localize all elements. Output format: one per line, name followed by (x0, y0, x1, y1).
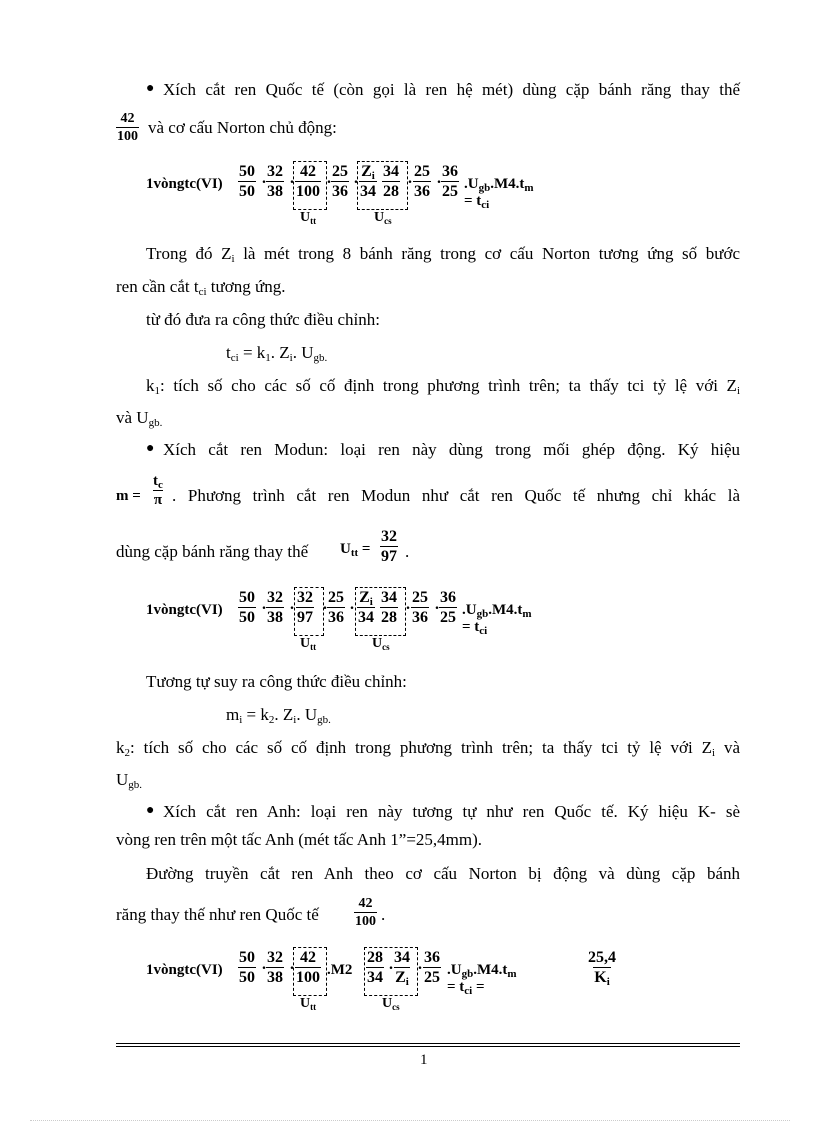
eq3-frac-36-25: 36 25 (424, 949, 440, 986)
m-symbol: m = (116, 488, 141, 504)
para9-line1: Đường truyền cắt ren Anh theo cơ cấu Norton bị động và dùng cặp bánh (146, 864, 740, 883)
para1-fraction (116, 110, 139, 145)
para6: Tương tự suy ra công thức điều chỉnh: (146, 672, 407, 691)
eq1-label-ucs: $U_{cs}$ (374, 210, 392, 226)
dot: . (262, 170, 266, 187)
para7-line2: $U_{gb.}$ (116, 770, 143, 791)
eq1-frac-zi-34: $Z_i$ 34 (360, 163, 376, 200)
para5-line2: . Phương trình cắt ren Modun như cắt ren Quốc tế nhưng chỉ khác là (172, 486, 740, 505)
eq1-frac-25-36-b: 25 36 (414, 163, 430, 200)
dot: . (290, 596, 294, 613)
eq1-frac-25-36: 25 36 (332, 163, 348, 200)
para2-line2: ren cần cắt $t_{ci}$ tương ứng. (116, 277, 286, 298)
para5-line1: Xích cắt ren Modun: loại ren này dùng trong mối ghép động. Ký hiệu (163, 440, 740, 459)
eq2-frac-25-36: 25 36 (328, 589, 344, 626)
eq3-frac-32-38: 32 38 (267, 949, 283, 986)
para3: từ đó đưa ra công thức điều chỉnh: (146, 310, 380, 329)
eq3-result-fraction: 25,4 $K_i$ (588, 949, 616, 988)
bullet-icon: ● (146, 803, 155, 818)
eq3-frac-42-100: 42 100 (296, 949, 320, 986)
eq1-frac-34-28: 34 28 (383, 163, 399, 200)
bullet-icon: ● (146, 81, 155, 96)
eq2-frac-zi-34: $Z_i$ 34 (358, 589, 374, 626)
eq2-frac-36-25: 36 25 (440, 589, 456, 626)
eq2-frac-32-38: 32 38 (267, 589, 283, 626)
eq1-tail: $.U_{gb}.M4.t_m = t_{ci}$ (464, 176, 534, 211)
footer-rule (116, 1046, 740, 1047)
eq2-lead: 1vòngtc(VI) (146, 602, 223, 618)
fraction-denominator: 100 (117, 129, 138, 144)
para9-fraction: 42 100 (355, 896, 376, 929)
eq1-frac-50-50: 50 50 (239, 163, 255, 200)
para9-end: . (381, 905, 386, 924)
dot: . (290, 170, 294, 187)
eq2-frac-34-28: 34 28 (381, 589, 397, 626)
eq3-lead: 1vòngtc(VI) (146, 962, 223, 978)
para8-line2: vòng ren trên một tấc Anh (mét tấc Anh 1”=25,4mm). (116, 830, 483, 849)
para9-line2: răng thay thế như ren Quốc tế (116, 905, 319, 924)
para8-line1: Xích cắt ren Anh: loại ren này tương tự như ren Quốc tế. Ký hiệu K- sè (163, 802, 740, 821)
eq3-frac-50-50: 50 50 (239, 949, 255, 986)
eq2-label-ucs: $U_{cs}$ (372, 636, 390, 652)
dot: . (389, 956, 393, 973)
para2-line1: Trong đó $Z_i$ là mét trong 8 bánh răng trong cơ cấu Norton tương ứng số bước (146, 244, 740, 265)
para5-line3: dùng cặp bánh răng thay thế (116, 542, 309, 561)
eq2-frac-25-36-b: 25 36 (412, 589, 428, 626)
dot: . (323, 596, 327, 613)
eq1-label-utt: $U_{tt}$ (300, 210, 317, 226)
para7-line1: $k_2$: tích số cho các số cố định trong phương trình trên; ta thấy tci tỷ lệ với $Z_i$ và (116, 738, 740, 759)
page-number: 1 (420, 1052, 428, 1068)
dot: . (435, 596, 439, 613)
eq3-m2: .M2 (327, 962, 353, 978)
eq2-tail: $.U_{gb}.M4.t_m = t_{ci}$ (462, 602, 532, 637)
eq3-label-utt: $U_{tt}$ (300, 996, 317, 1012)
bullet-icon: ● (146, 441, 155, 456)
page-bottom-border (30, 1120, 790, 1121)
para4-line1: $k_1$: tích số cho các số cố định trong phương trình trên; ta thấy tci tỷ lệ với $Z_i$ (146, 376, 740, 397)
para1-line2: và cơ cấu Norton chủ động: (148, 118, 337, 137)
eq1-frac-42-100: 42 100 (296, 163, 320, 200)
eq1-frac-32-38: 32 38 (267, 163, 283, 200)
eq2-frac-50-50: 50 50 (239, 589, 255, 626)
para5-end: . (405, 542, 410, 561)
dot: . (437, 170, 441, 187)
dot: . (290, 956, 294, 973)
m-fraction: $t_c$ π (153, 473, 163, 508)
dot: . (327, 170, 331, 187)
dot: . (418, 956, 422, 973)
eq3-frac-34-zi: 34 $Z_i$ (394, 949, 410, 988)
dot: . (408, 170, 412, 187)
dot: . (350, 596, 354, 613)
dot: . (406, 596, 410, 613)
eq3-frac-28-34: 28 34 (367, 949, 383, 986)
dot: . (262, 956, 266, 973)
eq1-lead: 1vòngtc(VI) (146, 176, 223, 192)
eq2-frac-32-97: 32 97 (297, 589, 313, 626)
para1-line1: Xích cắt ren Quốc tế (còn gọi là ren hệ mét) dùng cặp bánh răng thay thế (163, 80, 740, 99)
formula2: $m_i = k_2$. $Z_i$. $U_{gb.}$ (226, 705, 331, 726)
formula1: $t_{ci} = k_1$. $Z_i$. $U_{gb.}$ (226, 343, 328, 364)
utt-symbol: $U_{tt}$ = (340, 541, 371, 559)
dot: . (354, 170, 358, 187)
para4-line2: và $U_{gb.}$ (116, 408, 163, 429)
utt-fraction: 32 97 (381, 528, 397, 565)
eq1-frac-36-25: 36 25 (442, 163, 458, 200)
eq3-label-ucs: $U_{cs}$ (382, 996, 400, 1012)
eq3-tail: $.U_{gb}.M4.t_m = t_{ci}$ = (447, 962, 517, 997)
dot: . (262, 596, 266, 613)
fraction-numerator: 42 (120, 111, 135, 126)
footer-rule (116, 1043, 740, 1044)
eq2-label-utt: $U_{tt}$ (300, 636, 317, 652)
